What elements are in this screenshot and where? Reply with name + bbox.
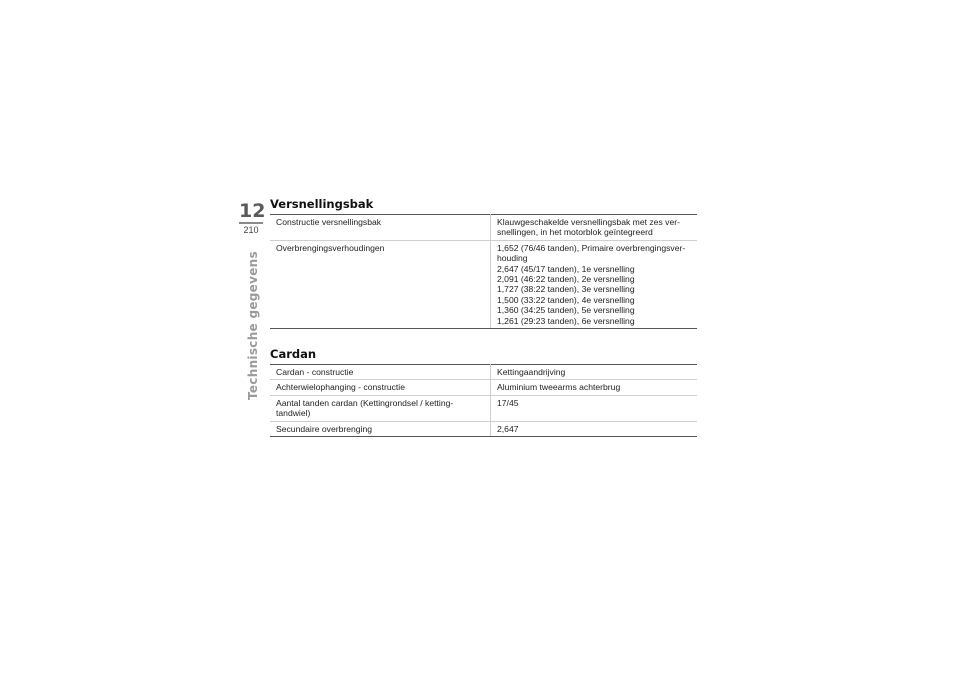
spec-value-line: 2,647 (45/17 tanden), 1e versnelling — [497, 263, 635, 274]
spec-label: Cardan - constructie — [270, 365, 491, 380]
spec-value-line: 2,091 (46:22 tanden), 2e versnelling — [497, 274, 635, 285]
chapter-divider — [239, 222, 263, 224]
spec-value-line: houding — [497, 253, 528, 264]
spec-label: Secundaire overbrenging — [270, 421, 491, 436]
spec-value-line: Klauwgeschakelde versnellingsbak met zes ver- — [497, 217, 680, 227]
spec-label: Constructie versnellingsbak — [270, 215, 491, 241]
spec-value-line: snellingen, in het motorblok geïntegreerd — [497, 227, 653, 238]
spec-value — [491, 215, 698, 241]
table-row — [270, 215, 697, 241]
spec-value-line: 1,727 (38:22 tanden), 3e versnelling — [497, 284, 635, 295]
spec-label: Overbrengingsverhoudingen — [270, 240, 491, 328]
table-row — [270, 421, 697, 436]
spec-value — [491, 395, 698, 421]
spec-value-line: 1,500 (33:22 tanden), 4e versnelling — [497, 294, 635, 305]
table-row — [270, 380, 697, 395]
spec-value-line: 2,647 — [497, 423, 519, 434]
spec-value-line: 17/45 — [497, 397, 519, 408]
page-number: 210 — [243, 225, 259, 235]
spec-value-line: 1,652 (76/46 tanden), Primaire overbrengingsver- — [497, 242, 686, 253]
spec-value — [491, 365, 698, 380]
spec-value-line: Aluminium tweearms achterbrug — [497, 382, 621, 393]
spec-value — [491, 421, 698, 436]
spec-table-cardan — [270, 364, 697, 437]
chapter-number: 12 — [239, 200, 266, 222]
spec-label: Achterwielophanging - constructie — [270, 380, 491, 395]
spec-value-line: 1,261 (29:23 tanden), 6e versnelling — [497, 315, 635, 326]
spec-value-line: 1,360 (34:25 tanden), 5e versnelling — [497, 305, 635, 316]
spec-value — [491, 380, 698, 395]
section-title-cardan: Cardan — [270, 347, 317, 361]
spec-table-versnellingsbak — [270, 214, 697, 329]
table-row — [270, 395, 697, 421]
chapter-side-label: Technische gegevens — [246, 251, 260, 400]
spec-value-line: Kettingaandrijving — [497, 367, 566, 377]
table-row — [270, 365, 697, 380]
section-title-versnellingsbak: Versnellingsbak — [270, 197, 374, 211]
table-row — [270, 240, 697, 328]
spec-label: Aantal tanden cardan (Kettingrondsel / ketting- tandwiel) — [270, 395, 491, 421]
spec-value — [491, 240, 698, 328]
chapter-tab — [239, 200, 266, 236]
